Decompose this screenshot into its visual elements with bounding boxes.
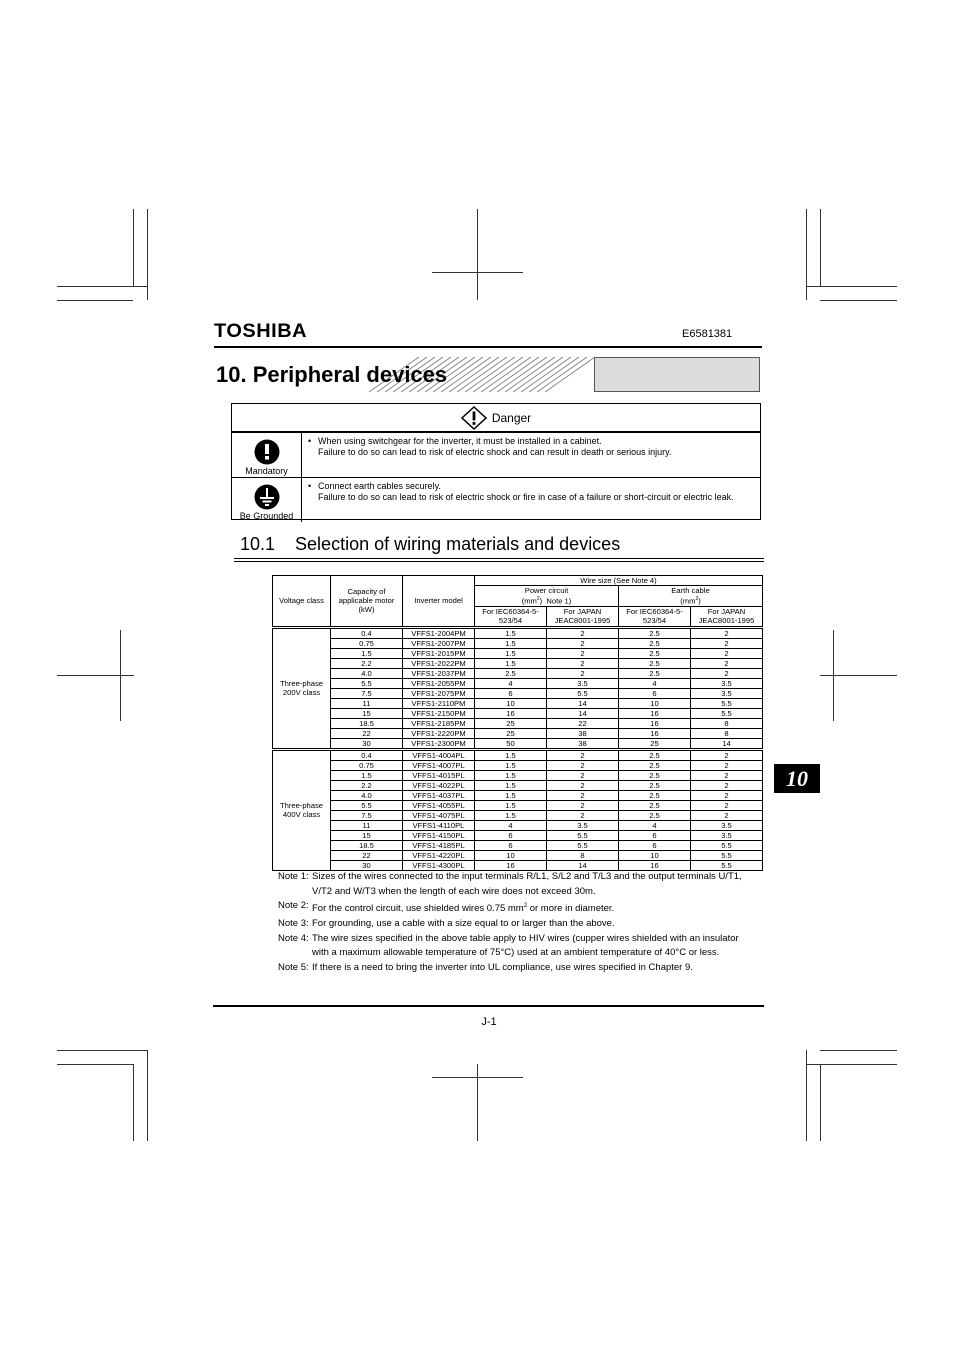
table-cell: 2 (547, 760, 619, 770)
table-cell: 5.5 (547, 830, 619, 840)
table-cell: 4.0 (331, 668, 403, 678)
table-cell: 2.5 (619, 760, 691, 770)
title-grey-panel (594, 357, 760, 392)
table-cell: 10 (619, 850, 691, 860)
be-grounded-label: Be Grounded (239, 511, 294, 521)
table-cell: 1.5 (475, 749, 547, 760)
power-circuit-header: Power circuit $(mm^2)$ Note 1) (475, 586, 619, 607)
voltage-class-cell: Three-phase 400V class (273, 749, 331, 870)
table-cell: 5.5 (691, 860, 763, 870)
table-cell: 25 (619, 738, 691, 749)
danger-row-icon-cell (232, 433, 302, 477)
mandatory-label: Mandatory (245, 466, 288, 476)
table-row (273, 749, 763, 760)
iec-header: For IEC60364-5-523/54 (475, 606, 547, 627)
table-cell: 6 (619, 830, 691, 840)
table-cell: 0.75 (331, 760, 403, 770)
table-cell: VFFS1-4055PL (403, 800, 475, 810)
table-cell: 2.5 (619, 749, 691, 760)
table-cell: 11 (331, 698, 403, 708)
table-cell: 1.5 (475, 780, 547, 790)
table-cell: 2.5 (619, 810, 691, 820)
wire-size-header: Wire size (See Note 4) (475, 576, 763, 586)
table-cell: 1.5 (475, 800, 547, 810)
table-cell: 5.5 (691, 850, 763, 860)
table-cell: 6 (619, 688, 691, 698)
section-rule (234, 558, 764, 559)
table-cell: 4.0 (331, 790, 403, 800)
table-cell: 30 (331, 738, 403, 749)
table-row (273, 708, 763, 718)
table-cell: 15 (331, 708, 403, 718)
table-cell: 2 (547, 638, 619, 648)
table-row (273, 718, 763, 728)
table-cell: 16 (619, 708, 691, 718)
table-cell: 6 (475, 688, 547, 698)
table-cell: 2.5 (619, 780, 691, 790)
table-cell: 2 (691, 760, 763, 770)
table-cell: 4 (619, 678, 691, 688)
danger-line: Failure to do so can lead to risk of electric shock or fire in case of a failure or short-circuit or electric leak. (318, 492, 734, 502)
table-cell: 2.5 (619, 658, 691, 668)
warning-icon (461, 406, 487, 430)
table-cell: VFFS1-4220PL (403, 850, 475, 860)
note-4: Note 4: The wire sizes specified in the above table apply to HIV wires (cupper wires shielded with an insulator with a maximum allowable temperature of 75°C) used at an ambient temperature of 40°C or less. (278, 932, 739, 959)
table-cell: 38 (547, 728, 619, 738)
table-cell: 0.4 (331, 627, 403, 638)
table-cell: 2 (691, 800, 763, 810)
table-row (273, 840, 763, 850)
table-cell: 5.5 (331, 678, 403, 688)
table-cell: 1.5 (331, 770, 403, 780)
table-group-400v (273, 749, 763, 870)
table-cell: VFFS1-2220PM (403, 728, 475, 738)
table-cell: VFFS1-2110PM (403, 698, 475, 708)
table-cell: 7.5 (331, 688, 403, 698)
table-cell: 2 (547, 627, 619, 638)
note-5: Note 5: If there is a need to bring the inverter into UL compliance, use wires specified in Chapter 9. (278, 961, 693, 973)
table-cell: 30 (331, 860, 403, 870)
table-cell: 16 (619, 718, 691, 728)
table-cell: 2 (691, 770, 763, 780)
table-cell: 16 (475, 708, 547, 718)
table-row (273, 678, 763, 688)
table-cell: 5.5 (691, 708, 763, 718)
table-cell: 25 (475, 718, 547, 728)
table-row (273, 780, 763, 790)
table-cell: 11 (331, 820, 403, 830)
table-cell: 2 (547, 800, 619, 810)
table-row (273, 830, 763, 840)
table-cell: VFFS1-2055PM (403, 678, 475, 688)
table-cell: 16 (619, 728, 691, 738)
section-rule (234, 561, 764, 562)
mandatory-icon (254, 439, 280, 465)
table-cell: 2 (547, 810, 619, 820)
table-cell: 2 (691, 780, 763, 790)
table-cell: 1.5 (331, 648, 403, 658)
table-row (273, 790, 763, 800)
table-cell: VFFS1-2004PM (403, 627, 475, 638)
chapter-title-band (214, 356, 760, 393)
table-cell: 2 (691, 749, 763, 760)
table-cell: 3.5 (691, 688, 763, 698)
table-row (273, 738, 763, 749)
footer-rule (213, 1005, 764, 1007)
danger-line: Failure to do so can lead to risk of electric shock and can result in death or serious injury. (318, 447, 672, 457)
table-row (273, 860, 763, 870)
table-cell: 16 (475, 860, 547, 870)
japan-header: For JAPAN JEAC8001-1995 (547, 606, 619, 627)
table-cell: 1.5 (475, 760, 547, 770)
table-cell: 6 (619, 840, 691, 850)
table-cell: 6 (475, 840, 547, 850)
table-cell: VFFS1-4150PL (403, 830, 475, 840)
table-row (273, 728, 763, 738)
table-cell: 18.5 (331, 718, 403, 728)
table-cell: 2.5 (475, 668, 547, 678)
ground-icon (254, 484, 280, 510)
table-cell: 5.5 (331, 800, 403, 810)
table-cell: 2 (547, 668, 619, 678)
earth-cable-header: Earth cable $(mm^2)$ (619, 586, 763, 607)
table-cell: 7.5 (331, 810, 403, 820)
table-cell: 2 (691, 658, 763, 668)
table-cell: 1.5 (475, 638, 547, 648)
table-cell: 8 (547, 850, 619, 860)
table-cell: VFFS1-2185PM (403, 718, 475, 728)
danger-box (231, 403, 761, 520)
table-row (273, 800, 763, 810)
table-cell: 5.5 (691, 840, 763, 850)
table-cell: 2.2 (331, 658, 403, 668)
table-cell: VFFS1-2007PM (403, 638, 475, 648)
table-cell: 15 (331, 830, 403, 840)
danger-heading-label: Danger (491, 410, 532, 425)
table-cell: 4 (475, 820, 547, 830)
table-row (273, 698, 763, 708)
table-cell: 1.5 (475, 790, 547, 800)
table-cell: 10 (475, 698, 547, 708)
iec-header: For IEC60364-5-523/54 (619, 606, 691, 627)
table-cell: 1.5 (475, 810, 547, 820)
table-cell: 2.5 (619, 800, 691, 810)
table-cell: 4 (475, 678, 547, 688)
table-cell: VFFS1-4075PL (403, 810, 475, 820)
bullet: • (308, 436, 312, 446)
table-cell: 25 (475, 728, 547, 738)
table-cell: 3.5 (691, 678, 763, 688)
section-title: 10.1 Selection of wiring materials and devices (240, 534, 621, 554)
table-cell: 3.5 (691, 830, 763, 840)
table-cell: VFFS1-2022PM (403, 658, 475, 668)
table-group-200v (273, 627, 763, 749)
table-cell: 38 (547, 738, 619, 749)
table-cell: 2 (691, 668, 763, 678)
table-cell: 2 (691, 627, 763, 638)
table-cell: VFFS1-4007PL (403, 760, 475, 770)
wire-size-table (272, 575, 763, 871)
table-cell: 14 (691, 738, 763, 749)
table-row (273, 668, 763, 678)
table-cell: VFFS1-4110PL (403, 820, 475, 830)
danger-line: When using switchgear for the inverter, it must be installed in a cabinet. (318, 436, 602, 446)
chapter-tab: 10 (774, 764, 820, 793)
table-cell: 2.5 (619, 790, 691, 800)
danger-line: Connect earth cables securely. (318, 481, 441, 491)
table-cell: 14 (547, 698, 619, 708)
table-cell: VFFS1-2150PM (403, 708, 475, 718)
table-cell: 2.5 (619, 627, 691, 638)
note-1: Note 1: Sizes of the wires connected to the input terminals R/L1, S/L2 and T/L3 and the output terminals U/T1, V/T2 and W/T3 when the length of each wire does not exceed 30m. (278, 871, 742, 897)
table-cell: 2 (547, 770, 619, 780)
danger-row-grounded (232, 477, 760, 522)
bullet: • (308, 481, 312, 491)
note-2: Note 2: For the control circuit, use shielded wires 0.75 $mm^2$ or more in diameter. (278, 900, 615, 915)
table-row (273, 760, 763, 770)
table-row (273, 648, 763, 658)
table-cell: 22 (331, 850, 403, 860)
table-cell: VFFS1-4300PL (403, 860, 475, 870)
table-cell: 3.5 (547, 820, 619, 830)
japan-header: For JAPAN JEAC8001-1995 (691, 606, 763, 627)
table-cell: 18.5 (331, 840, 403, 850)
danger-row-mandatory (232, 432, 760, 477)
table-cell: 10 (475, 850, 547, 860)
table-cell: VFFS1-2015PM (403, 648, 475, 658)
table-cell: VFFS1-2075PM (403, 688, 475, 698)
document-number: E6581381 (682, 328, 733, 340)
table-cell: 2.2 (331, 780, 403, 790)
note-3: Note 3: For grounding, use a cable with a size equal to or larger than the above. (278, 917, 615, 929)
table-row (273, 770, 763, 780)
table-cell: 2.5 (619, 770, 691, 780)
voltage-class-header: Voltage class (273, 576, 331, 628)
table-cell: VFFS1-4185PL (403, 840, 475, 850)
capacity-header: Capacity of applicable motor (kW) (331, 576, 403, 628)
danger-row-icon-cell (232, 478, 302, 522)
table-cell: 5.5 (691, 698, 763, 708)
table-row (273, 627, 763, 638)
table-cell: VFFS1-4037PL (403, 790, 475, 800)
table-cell: 1.5 (475, 648, 547, 658)
table-row (273, 658, 763, 668)
table-header (273, 576, 763, 628)
table-cell: 0.75 (331, 638, 403, 648)
table-cell: 8 (691, 718, 763, 728)
table-cell: VFFS1-4022PL (403, 780, 475, 790)
table-cell: VFFS1-4004PL (403, 749, 475, 760)
table-cell: 2 (547, 780, 619, 790)
danger-row-text (302, 433, 760, 477)
table-cell: 10 (619, 698, 691, 708)
table-notes (278, 870, 758, 975)
table-cell: 14 (547, 708, 619, 718)
table-cell: 1.5 (475, 627, 547, 638)
table-row (273, 638, 763, 648)
table-cell: 6 (475, 830, 547, 840)
table-cell: VFFS1-2300PM (403, 738, 475, 749)
table-cell: 14 (547, 860, 619, 870)
table-cell: 16 (619, 860, 691, 870)
table-row (273, 688, 763, 698)
table-cell: 2 (691, 648, 763, 658)
header-rule (214, 346, 762, 348)
brand-logo: TOSHIBA (214, 321, 308, 342)
inverter-model-header: Inverter model (403, 576, 475, 628)
table-cell: 4 (619, 820, 691, 830)
chapter-title: 10. Peripheral devices (216, 362, 448, 387)
table-row (273, 810, 763, 820)
table-cell: 5.5 (547, 840, 619, 850)
table-cell: 3.5 (547, 678, 619, 688)
table-cell: 2 (691, 638, 763, 648)
table-cell: 2 (691, 810, 763, 820)
table-cell: 2 (547, 749, 619, 760)
table-cell: 3.5 (691, 820, 763, 830)
table-cell: 2 (547, 648, 619, 658)
table-row (273, 820, 763, 830)
table-cell: 2 (547, 658, 619, 668)
table-cell: 0.4 (331, 749, 403, 760)
table-cell: 2.5 (619, 668, 691, 678)
page-number: J-1 (481, 1016, 497, 1028)
table-cell: 2 (691, 790, 763, 800)
table-cell: 2.5 (619, 638, 691, 648)
table-cell: 1.5 (475, 658, 547, 668)
danger-row-text (302, 478, 760, 522)
table-cell: 5.5 (547, 688, 619, 698)
table-cell: 2 (547, 790, 619, 800)
table-cell: 22 (331, 728, 403, 738)
table-cell: 50 (475, 738, 547, 749)
table-row (273, 850, 763, 860)
voltage-class-cell: Three-phase 200V class (273, 627, 331, 749)
table-cell: VFFS1-4015PL (403, 770, 475, 780)
table-cell: 8 (691, 728, 763, 738)
danger-heading (232, 404, 760, 432)
table-cell: 2.5 (619, 648, 691, 658)
table-cell: 1.5 (475, 770, 547, 780)
table-cell: VFFS1-2037PM (403, 668, 475, 678)
table-cell: 22 (547, 718, 619, 728)
